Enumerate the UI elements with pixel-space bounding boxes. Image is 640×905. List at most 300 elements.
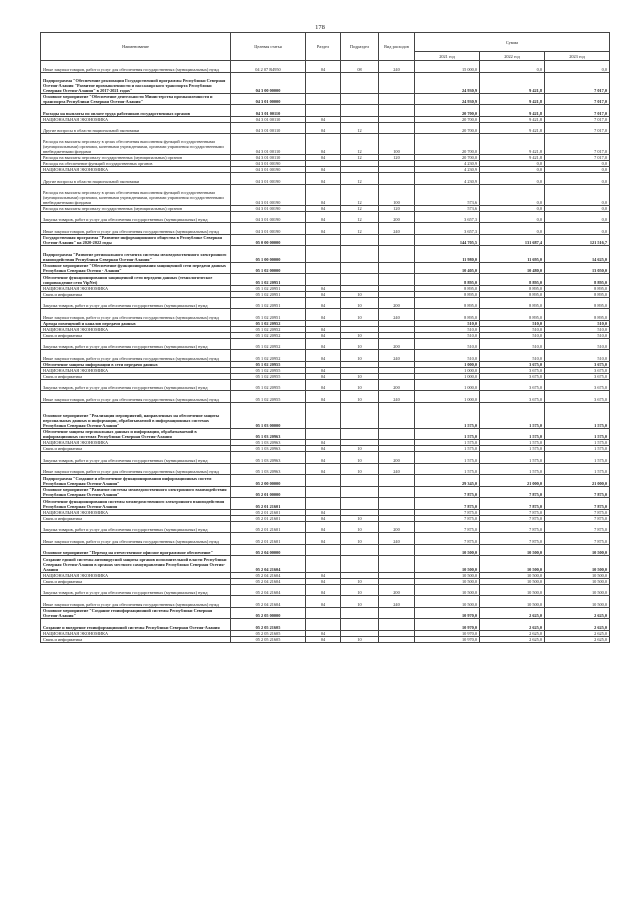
row-expense-type-cell: 240 bbox=[379, 309, 415, 321]
row-target-article-cell: 05 1 02 20951 bbox=[231, 297, 306, 309]
row-sum-2021-cell: 8 895,0 bbox=[415, 297, 480, 309]
row-sum-2021-cell: 1 575,0 bbox=[415, 452, 480, 464]
row-target-article-cell: 05 1 02 20951 bbox=[231, 291, 306, 297]
row-sum-2022-cell: 10 480,0 bbox=[480, 262, 545, 274]
row-sum-2023-cell: 8 895,0 bbox=[545, 291, 610, 297]
row-subsection-cell: 08 bbox=[341, 61, 379, 73]
row-subsection-cell: 10 bbox=[341, 309, 379, 321]
row-sum-2021-cell: 20 700,0 bbox=[415, 122, 480, 134]
table-row bbox=[41, 556, 610, 573]
row-subsection-cell bbox=[341, 544, 379, 556]
table-row bbox=[41, 72, 610, 93]
row-section-cell: 04 bbox=[306, 350, 341, 362]
row-section-cell bbox=[306, 246, 341, 263]
row-target-article-cell: 05 2 05 21605 bbox=[231, 636, 306, 642]
row-subsection-cell bbox=[341, 607, 379, 619]
row-sum-2023-cell: 0,0 bbox=[545, 167, 610, 173]
table-row bbox=[41, 428, 610, 440]
header-year-2022: 2022 год bbox=[480, 52, 545, 61]
row-target-article-cell: 04 3 01 00190 bbox=[231, 223, 306, 235]
row-sum-2023-cell: 8 895,0 bbox=[545, 297, 610, 309]
row-sum-2023-cell: 2 625,0 bbox=[545, 607, 610, 619]
row-expense-type-cell bbox=[379, 498, 415, 510]
row-target-article-cell: 05 2 04 21604 bbox=[231, 596, 306, 608]
row-name-cell: Основное мероприятие "Обеспечение функционирования защищенной сети передачи данных Республики Северная Осетия - Алания" bbox=[41, 262, 231, 274]
table-row bbox=[41, 498, 610, 510]
row-name-cell: Закупка товаров, работ и услуг для обеспечения государственных (муниципальных) нужд bbox=[41, 297, 231, 309]
row-expense-type-cell bbox=[379, 619, 415, 631]
row-sum-2022-cell: 0,0 bbox=[480, 184, 545, 205]
row-section-cell: 04 bbox=[306, 223, 341, 235]
row-subsection-cell bbox=[341, 619, 379, 631]
row-subsection-cell bbox=[341, 402, 379, 428]
row-sum-2023-cell: 7 017,0 bbox=[545, 155, 610, 161]
row-section-cell: 04 bbox=[306, 463, 341, 475]
row-sum-2021-cell: 10 500,0 bbox=[415, 572, 480, 578]
row-sum-2021-cell: 1 000,0 bbox=[415, 379, 480, 391]
row-sum-2023-cell: 1 575,0 bbox=[545, 440, 610, 446]
row-section-cell bbox=[306, 262, 341, 274]
row-section-cell: 04 bbox=[306, 61, 341, 73]
row-sum-2023-cell: 10 500,0 bbox=[545, 584, 610, 596]
row-subsection-cell: 12 bbox=[341, 223, 379, 235]
row-sum-2021-cell: 1 000,0 bbox=[415, 367, 480, 373]
table-row bbox=[41, 173, 610, 185]
row-target-article-cell: 05 2 04 21604 bbox=[231, 556, 306, 573]
row-sum-2022-cell: 8 895,0 bbox=[480, 297, 545, 309]
row-target-article-cell: 05 1 03 00000 bbox=[231, 402, 306, 428]
row-sum-2023-cell: 13 050,0 bbox=[545, 262, 610, 274]
row-sum-2022-cell: 9 421,8 bbox=[480, 105, 545, 117]
row-name-cell: Расходы на выплаты персоналу в целях обеспечения выполнения функций государственными (муниципальными) органами, казенными учреждениями, органами управления государственными внебюджетными фондами bbox=[41, 184, 231, 205]
row-sum-2023-cell: 1 575,0 bbox=[545, 402, 610, 428]
row-target-article-cell: 04 3 01 00190 bbox=[231, 184, 306, 205]
row-sum-2023-cell: 3 675,0 bbox=[545, 391, 610, 403]
row-section-cell: 04 bbox=[306, 205, 341, 211]
row-expense-type-cell bbox=[379, 246, 415, 263]
row-name-cell: Обеспечение защиты информации в сети передачи данных bbox=[41, 361, 231, 367]
row-sum-2022-cell: 510,0 bbox=[480, 332, 545, 338]
row-sum-2023-cell: 3 675,0 bbox=[545, 379, 610, 391]
row-name-cell: Другие вопросы в области национальной экономики bbox=[41, 122, 231, 134]
row-expense-type-cell: 240 bbox=[379, 391, 415, 403]
row-sum-2023-cell: 10 500,0 bbox=[545, 596, 610, 608]
row-subsection-cell: 12 bbox=[341, 122, 379, 134]
row-expense-type-cell: 240 bbox=[379, 350, 415, 362]
row-name-cell: Связь и информатика bbox=[41, 578, 231, 584]
header-year-2021: 2021 год bbox=[415, 52, 480, 61]
row-sum-2022-cell: 0,0 bbox=[480, 167, 545, 173]
row-sum-2022-cell: 10 500,0 bbox=[480, 596, 545, 608]
row-sum-2022-cell: 8 895,0 bbox=[480, 309, 545, 321]
row-sum-2023-cell: 7 017,0 bbox=[545, 116, 610, 122]
row-subsection-cell: 10 bbox=[341, 350, 379, 362]
row-subsection-cell bbox=[341, 428, 379, 440]
row-sum-2021-cell: 573,6 bbox=[415, 184, 480, 205]
row-section-cell: 04 bbox=[306, 173, 341, 185]
row-sum-2023-cell: 7 875,0 bbox=[545, 515, 610, 521]
table-row bbox=[41, 486, 610, 498]
row-target-article-cell: 05 2 01 21601 bbox=[231, 521, 306, 533]
row-target-article-cell: 05 2 04 21604 bbox=[231, 584, 306, 596]
row-sum-2022-cell: 10 500,0 bbox=[480, 572, 545, 578]
row-name-cell: Подпрограмма "Развитие регионального сегмента системы межведомственного электронного взаимодействия Республики Северная Осетия-Алания" bbox=[41, 246, 231, 263]
row-sum-2022-cell: 1 575,0 bbox=[480, 428, 545, 440]
header-expense-type: Вид расходов bbox=[379, 33, 415, 61]
row-section-cell: 04 bbox=[306, 297, 341, 309]
row-sum-2023-cell: 7 017,0 bbox=[545, 93, 610, 105]
row-sum-2022-cell: 9 421,8 bbox=[480, 116, 545, 122]
row-sum-2021-cell: 7 875,0 bbox=[415, 509, 480, 515]
row-section-cell: 04 bbox=[306, 367, 341, 373]
row-sum-2022-cell: 2 625,0 bbox=[480, 607, 545, 619]
row-sum-2023-cell: 2 625,0 bbox=[545, 636, 610, 642]
row-sum-2022-cell: 131 687,4 bbox=[480, 234, 545, 246]
row-subsection-cell bbox=[341, 93, 379, 105]
row-sum-2021-cell: 10 500,0 bbox=[415, 584, 480, 596]
row-section-cell: 04 bbox=[306, 630, 341, 636]
row-sum-2022-cell: 21 000,0 bbox=[480, 475, 545, 487]
row-target-article-cell: 05 1 02 20952 bbox=[231, 332, 306, 338]
row-sum-2021-cell: 11 980,0 bbox=[415, 246, 480, 263]
row-sum-2022-cell: 9 421,8 bbox=[480, 93, 545, 105]
row-target-article-cell: 05 1 03 20963 bbox=[231, 446, 306, 452]
row-section-cell: 04 bbox=[306, 440, 341, 446]
row-subsection-cell: 10 bbox=[341, 332, 379, 338]
row-name-cell: Основное мероприятие "Переход на отечественное офисное программное обеспечение" bbox=[41, 544, 231, 556]
row-name-cell: НАЦИОНАЛЬНАЯ ЭКОНОМИКА bbox=[41, 630, 231, 636]
row-expense-type-cell bbox=[379, 234, 415, 246]
row-target-article-cell: 04 3 01 00190 bbox=[231, 211, 306, 223]
row-target-article-cell: 05 2 04 21604 bbox=[231, 572, 306, 578]
row-name-cell: Связь и информатика bbox=[41, 291, 231, 297]
row-subsection-cell: 10 bbox=[341, 515, 379, 521]
row-section-cell bbox=[306, 274, 341, 286]
row-subsection-cell: 12 bbox=[341, 155, 379, 161]
row-target-article-cell: 04 3 01 00110 bbox=[231, 105, 306, 117]
row-name-cell: Основное мероприятие "Создание геоинформационной системы Республики Северная Осетия-Алания" bbox=[41, 607, 231, 619]
table-row bbox=[41, 533, 610, 545]
row-section-cell bbox=[306, 428, 341, 440]
row-sum-2022-cell: 3 675,0 bbox=[480, 379, 545, 391]
row-section-cell: 04 bbox=[306, 155, 341, 161]
row-target-article-cell: 05 1 02 20951 bbox=[231, 274, 306, 286]
row-subsection-cell: 12 bbox=[341, 205, 379, 211]
row-target-article-cell: 05 1 02 20955 bbox=[231, 367, 306, 373]
header-subsection: Подраздел bbox=[341, 33, 379, 61]
row-name-cell: НАЦИОНАЛЬНАЯ ЭКОНОМИКА bbox=[41, 367, 231, 373]
row-name-cell: НАЦИОНАЛЬНАЯ ЭКОНОМИКА bbox=[41, 572, 231, 578]
row-subsection-cell: 12 bbox=[341, 134, 379, 155]
row-target-article-cell: 05 1 02 20952 bbox=[231, 338, 306, 350]
row-sum-2021-cell: 510,0 bbox=[415, 338, 480, 350]
row-name-cell: Подпрограмма "Обеспечение реализации Государственной программы Республики Северная Осетия-Алания "Развитие промышленности и пассажирского транспорта Республики Северная Осетия-Алания" в 2017-2021 годах" bbox=[41, 72, 231, 93]
row-sum-2021-cell: 8 895,0 bbox=[415, 285, 480, 291]
row-sum-2021-cell: 10 405,0 bbox=[415, 262, 480, 274]
row-target-article-cell: 04 3 01 00190 bbox=[231, 167, 306, 173]
row-subsection-cell: 10 bbox=[341, 379, 379, 391]
table-row bbox=[41, 521, 610, 533]
row-target-article-cell: 04 3 01 00110 bbox=[231, 155, 306, 161]
row-target-article-cell: 05 2 05 00000 bbox=[231, 607, 306, 619]
table-row bbox=[41, 402, 610, 428]
row-sum-2021-cell: 1 000,0 bbox=[415, 373, 480, 379]
row-sum-2021-cell: 7 875,0 bbox=[415, 486, 480, 498]
row-target-article-cell: 05 1 02 20955 bbox=[231, 373, 306, 379]
row-subsection-cell: 12 bbox=[341, 184, 379, 205]
table-row bbox=[41, 274, 610, 286]
row-sum-2021-cell: 29 345,0 bbox=[415, 475, 480, 487]
row-expense-type-cell bbox=[379, 93, 415, 105]
row-sum-2022-cell: 2 625,0 bbox=[480, 636, 545, 642]
row-sum-2023-cell: 1 575,0 bbox=[545, 463, 610, 475]
row-name-cell: Основное мероприятие "Обеспечение деятельности Министерства промышленности и транспорта Республики Северная Осетия-Алания" bbox=[41, 93, 231, 105]
row-sum-2021-cell: 7 875,0 bbox=[415, 515, 480, 521]
row-section-cell: 04 bbox=[306, 596, 341, 608]
row-subsection-cell: 10 bbox=[341, 373, 379, 379]
row-target-article-cell: 05 1 03 20963 bbox=[231, 428, 306, 440]
row-target-article-cell: 05 1 02 20951 bbox=[231, 309, 306, 321]
row-expense-type-cell bbox=[379, 607, 415, 619]
row-expense-type-cell bbox=[379, 402, 415, 428]
row-section-cell: 04 bbox=[306, 291, 341, 297]
row-expense-type-cell bbox=[379, 556, 415, 573]
table-body bbox=[41, 61, 610, 643]
row-name-cell: Иные закупки товаров, работ и услуг для обеспечения государственных (муниципальных) нужд bbox=[41, 391, 231, 403]
table-row bbox=[41, 391, 610, 403]
row-sum-2022-cell: 3 675,0 bbox=[480, 367, 545, 373]
row-sum-2021-cell: 3 657,3 bbox=[415, 211, 480, 223]
row-sum-2023-cell: 0,0 bbox=[545, 61, 610, 73]
row-sum-2022-cell: 1 575,0 bbox=[480, 402, 545, 428]
row-sum-2023-cell: 3 675,0 bbox=[545, 373, 610, 379]
row-sum-2022-cell: 9 421,8 bbox=[480, 134, 545, 155]
row-subsection-cell: 10 bbox=[341, 596, 379, 608]
row-sum-2023-cell: 21 000,0 bbox=[545, 475, 610, 487]
row-target-article-cell: 04 3 01 00110 bbox=[231, 116, 306, 122]
header-sum: Сумма bbox=[415, 33, 610, 52]
table-row bbox=[41, 379, 610, 391]
row-sum-2022-cell: 1 575,0 bbox=[480, 452, 545, 464]
row-target-article-cell: 05 2 01 21601 bbox=[231, 515, 306, 521]
row-target-article-cell: 04 3 01 00190 bbox=[231, 173, 306, 185]
table-row bbox=[41, 134, 610, 155]
row-section-cell bbox=[306, 72, 341, 93]
row-sum-2023-cell: 3 675,0 bbox=[545, 367, 610, 373]
row-sum-2021-cell: 1 575,0 bbox=[415, 440, 480, 446]
row-expense-type-cell bbox=[379, 636, 415, 642]
row-target-article-cell: 05 2 04 21604 bbox=[231, 578, 306, 584]
row-sum-2023-cell: 14 625,0 bbox=[545, 246, 610, 263]
row-target-article-cell: 05 2 01 21601 bbox=[231, 533, 306, 545]
row-target-article-cell: 04 3 00 00000 bbox=[231, 72, 306, 93]
row-sum-2022-cell: 0,0 bbox=[480, 211, 545, 223]
table-row bbox=[41, 246, 610, 263]
row-section-cell: 04 bbox=[306, 285, 341, 291]
row-sum-2021-cell: 4 230,9 bbox=[415, 173, 480, 185]
row-name-cell: Закупка товаров, работ и услуг для обеспечения государственных (муниципальных) нужд bbox=[41, 452, 231, 464]
row-subsection-cell bbox=[341, 246, 379, 263]
row-expense-type-cell: 240 bbox=[379, 223, 415, 235]
row-subsection-cell bbox=[341, 262, 379, 274]
row-sum-2021-cell: 24 930,9 bbox=[415, 72, 480, 93]
row-target-article-cell: 05 1 02 20952 bbox=[231, 326, 306, 332]
table-row bbox=[41, 223, 610, 235]
row-name-cell: Связь и информатика bbox=[41, 636, 231, 642]
table-row bbox=[41, 211, 610, 223]
row-sum-2021-cell: 15 000,0 bbox=[415, 61, 480, 73]
header-name: Наименование bbox=[41, 33, 231, 61]
row-sum-2021-cell: 7 875,0 bbox=[415, 533, 480, 545]
row-sum-2022-cell: 10 500,0 bbox=[480, 584, 545, 596]
row-sum-2023-cell: 7 017,0 bbox=[545, 105, 610, 117]
row-section-cell: 04 bbox=[306, 211, 341, 223]
row-name-cell: Создание единой системы антивирусной защиты органов исполнительной власти Республики Северная Осетия-Алания в органах местного самоуправления Республики Северная Осетия-Алания bbox=[41, 556, 231, 573]
row-sum-2021-cell: 10 500,0 bbox=[415, 578, 480, 584]
row-sum-2023-cell: 7 875,0 bbox=[545, 498, 610, 510]
row-section-cell: 04 bbox=[306, 636, 341, 642]
row-target-article-cell: 04 3 01 00190 bbox=[231, 161, 306, 167]
row-sum-2021-cell: 1 575,0 bbox=[415, 463, 480, 475]
row-sum-2022-cell: 3 675,0 bbox=[480, 361, 545, 367]
row-target-article-cell: 05 2 01 21601 bbox=[231, 509, 306, 515]
row-section-cell bbox=[306, 475, 341, 487]
row-expense-type-cell bbox=[379, 428, 415, 440]
row-sum-2021-cell: 1 000,0 bbox=[415, 391, 480, 403]
row-subsection-cell: 10 bbox=[341, 291, 379, 297]
row-name-cell: Иные закупки товаров, работ и услуг для обеспечения государственных (муниципальных) нужд bbox=[41, 463, 231, 475]
table-row bbox=[41, 619, 610, 631]
row-sum-2023-cell: 7 017,0 bbox=[545, 134, 610, 155]
row-section-cell: 04 bbox=[306, 326, 341, 332]
row-name-cell: Расходы на выплаты персоналу государственных (муниципальных) органов bbox=[41, 205, 231, 211]
row-sum-2021-cell: 7 875,0 bbox=[415, 498, 480, 510]
row-sum-2022-cell: 1 575,0 bbox=[480, 440, 545, 446]
row-name-cell: Обеспечение защиты персональных данных и информации, обрабатываемой в информационных системах Республики Северная Осетия-Алания bbox=[41, 428, 231, 440]
row-sum-2023-cell: 510,0 bbox=[545, 338, 610, 350]
row-section-cell: 04 bbox=[306, 584, 341, 596]
row-section-cell bbox=[306, 619, 341, 631]
row-name-cell: Закупка товаров, работ и услуг для обеспечения государственных (муниципальных) нужд bbox=[41, 521, 231, 533]
row-name-cell: НАЦИОНАЛЬНАЯ ЭКОНОМИКА bbox=[41, 509, 231, 515]
row-target-article-cell: 05 2 00 00000 bbox=[231, 475, 306, 487]
row-target-article-cell: 05 1 02 20952 bbox=[231, 350, 306, 362]
row-sum-2022-cell: 10 500,0 bbox=[480, 544, 545, 556]
row-sum-2022-cell: 0,0 bbox=[480, 223, 545, 235]
row-sum-2021-cell: 8 895,0 bbox=[415, 291, 480, 297]
row-name-cell: Иные закупки товаров, работ и услуг для обеспечения государственных (муниципальных) нужд bbox=[41, 596, 231, 608]
row-subsection-cell bbox=[341, 486, 379, 498]
row-sum-2023-cell: 7 875,0 bbox=[545, 521, 610, 533]
row-sum-2023-cell: 7 875,0 bbox=[545, 509, 610, 515]
row-sum-2023-cell: 0,0 bbox=[545, 184, 610, 205]
row-name-cell: Закупка товаров, работ и услуг для обеспечения государственных (муниципальных) нужд bbox=[41, 211, 231, 223]
row-sum-2023-cell: 1 575,0 bbox=[545, 428, 610, 440]
table-row bbox=[41, 596, 610, 608]
row-subsection-cell: 10 bbox=[341, 636, 379, 642]
row-sum-2022-cell: 1 575,0 bbox=[480, 446, 545, 452]
row-sum-2021-cell: 8 895,0 bbox=[415, 274, 480, 286]
row-sum-2023-cell: 1 575,0 bbox=[545, 452, 610, 464]
row-name-cell: Закупка товаров, работ и услуг для обеспечения государственных (муниципальных) нужд bbox=[41, 338, 231, 350]
table-row bbox=[41, 309, 610, 321]
row-name-cell: НАЦИОНАЛЬНАЯ ЭКОНОМИКА bbox=[41, 116, 231, 122]
row-subsection-cell: 10 bbox=[341, 452, 379, 464]
row-sum-2022-cell: 0,0 bbox=[480, 173, 545, 185]
table-row bbox=[41, 61, 610, 73]
row-expense-type-cell bbox=[379, 475, 415, 487]
row-sum-2021-cell: 10 970,0 bbox=[415, 619, 480, 631]
table-row bbox=[41, 475, 610, 487]
row-expense-type-cell: 240 bbox=[379, 596, 415, 608]
row-name-cell: Расходы на выплаты персоналу в целях обеспечения выполнения функций государственными (муниципальными) органами, казенными учреждениями, органами управления государственными внебюджетными фондами bbox=[41, 134, 231, 155]
row-name-cell: Связь и информатика bbox=[41, 373, 231, 379]
row-expense-type-cell bbox=[379, 173, 415, 185]
row-name-cell: Расходы на выплаты по оплате труда работников государственных органов bbox=[41, 105, 231, 117]
header-target-article: Целевая статья bbox=[231, 33, 306, 61]
row-name-cell: Аренда помещений и каналов передачи данных bbox=[41, 320, 231, 326]
row-target-article-cell: 04 3 01 00000 bbox=[231, 93, 306, 105]
row-name-cell: Связь и информатика bbox=[41, 446, 231, 452]
table-row bbox=[41, 544, 610, 556]
table-row bbox=[41, 297, 610, 309]
row-sum-2023-cell: 7 875,0 bbox=[545, 486, 610, 498]
row-subsection-cell bbox=[341, 274, 379, 286]
table-row bbox=[41, 350, 610, 362]
row-sum-2023-cell: 0,0 bbox=[545, 161, 610, 167]
row-sum-2021-cell: 20 700,0 bbox=[415, 105, 480, 117]
row-sum-2021-cell: 8 895,0 bbox=[415, 309, 480, 321]
row-subsection-cell: 10 bbox=[341, 578, 379, 584]
row-sum-2023-cell: 10 500,0 bbox=[545, 544, 610, 556]
row-sum-2021-cell: 20 700,0 bbox=[415, 116, 480, 122]
table-row bbox=[41, 184, 610, 205]
table-row bbox=[41, 338, 610, 350]
row-name-cell: Основное мероприятие "Реализация мероприятий, направленных на обеспечение защиты персональных данных и информации, обрабатываемой в информационных системах Республики Северная Осетия-Алания" bbox=[41, 402, 231, 428]
row-sum-2021-cell: 1 575,0 bbox=[415, 428, 480, 440]
row-expense-type-cell bbox=[379, 262, 415, 274]
row-name-cell: Обеспечение функционирования защищенной сети передачи данных (технологическое сопровождение сети VipNet) bbox=[41, 274, 231, 286]
row-sum-2023-cell: 3 675,0 bbox=[545, 361, 610, 367]
row-target-article-cell: 05 1 02 20955 bbox=[231, 361, 306, 367]
row-subsection-cell: 12 bbox=[341, 173, 379, 185]
row-expense-type-cell bbox=[379, 105, 415, 117]
table-row bbox=[41, 452, 610, 464]
row-sum-2021-cell: 10 970,0 bbox=[415, 630, 480, 636]
row-sum-2023-cell: 2 625,0 bbox=[545, 619, 610, 631]
row-sum-2022-cell: 510,0 bbox=[480, 338, 545, 350]
row-target-article-cell: 05 1 03 20963 bbox=[231, 440, 306, 446]
row-sum-2022-cell: 7 875,0 bbox=[480, 509, 545, 515]
row-sum-2022-cell: 510,0 bbox=[480, 350, 545, 362]
row-sum-2023-cell: 10 500,0 bbox=[545, 556, 610, 573]
row-sum-2023-cell: 510,0 bbox=[545, 326, 610, 332]
row-subsection-cell bbox=[341, 556, 379, 573]
row-sum-2022-cell: 7 875,0 bbox=[480, 533, 545, 545]
row-sum-2021-cell: 1 575,0 bbox=[415, 446, 480, 452]
row-section-cell: 04 bbox=[306, 578, 341, 584]
row-target-article-cell: 05 0 00 00000 bbox=[231, 234, 306, 246]
row-sum-2021-cell: 573,6 bbox=[415, 205, 480, 211]
row-name-cell: Расходы на выплаты персоналу государственных (муниципальных) органов bbox=[41, 155, 231, 161]
row-section-cell bbox=[306, 544, 341, 556]
row-name-cell: Связь и информатика bbox=[41, 332, 231, 338]
row-name-cell: Связь и информатика bbox=[41, 515, 231, 521]
row-section-cell bbox=[306, 93, 341, 105]
row-sum-2022-cell: 1 575,0 bbox=[480, 463, 545, 475]
row-sum-2021-cell: 10 970,0 bbox=[415, 636, 480, 642]
row-sum-2021-cell: 4 230,9 bbox=[415, 167, 480, 173]
